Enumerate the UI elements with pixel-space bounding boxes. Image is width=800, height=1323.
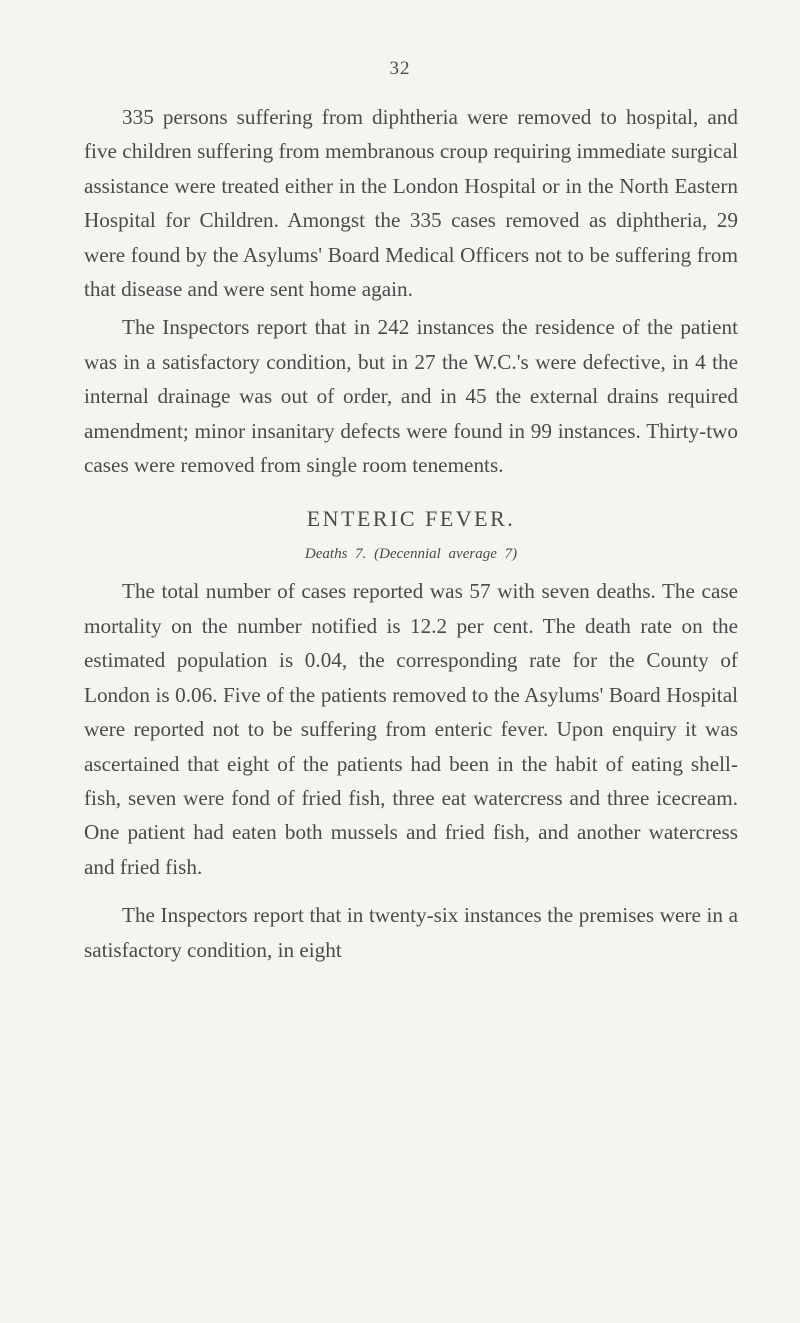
paragraph-inspectors-residence: The Inspectors report that in 242 instances the residence of the patient was in a satisfactory condition, but in 27 the W.C.'s were defective, in 4 the internal drainage was out of order, and in 45 the external drains required amendment; minor insanitary defects were found in 99 instances. Thirty-two cases were removed from single room tenements. xyxy=(84,315,738,478)
paragraph-inspectors-premises: The Inspectors report that in twenty-six instances the premises were in a satisfactory condition, in eight xyxy=(84,903,738,962)
page-number: 32 xyxy=(389,58,411,79)
section-subheading-deaths: Deaths 7. (Decennial average 7) xyxy=(304,546,518,563)
paragraph-enteric-cases: The total number of cases reported was 57 with seven deaths. The case mortality on the number notified is 12.2 per cent. The death rate on the estimated population is 0.04, the corresponding rate for the County of London is 0.06. Five of the patients removed to the Asylums' Board Hospital were reported not to be suffering from enteric fever. Upon enquiry it was ascertained that eight of the patients had been in the habit of eating shell-fish, seven were fond of fried fish, three eat watercress and three icecream. One patient had eaten both mussels and fried fish, and another watercress and fried fish. xyxy=(84,579,738,879)
section-heading-enteric-fever: ENTERIC FEVER. xyxy=(306,506,516,532)
body-text xyxy=(84,100,738,967)
paragraph-diphtheria-removals: 335 persons suffering from diphtheria were removed to hospital, and five children suffering from membranous croup requiring immediate surgical assistance were treated either in the London Hospital or in the North Eastern Hospital for Children. Amongst the 335 cases removed as diphtheria, 29 were found by the Asylums' Board Medical Officers not to be suffering from that disease and were sent home again. xyxy=(84,105,738,302)
